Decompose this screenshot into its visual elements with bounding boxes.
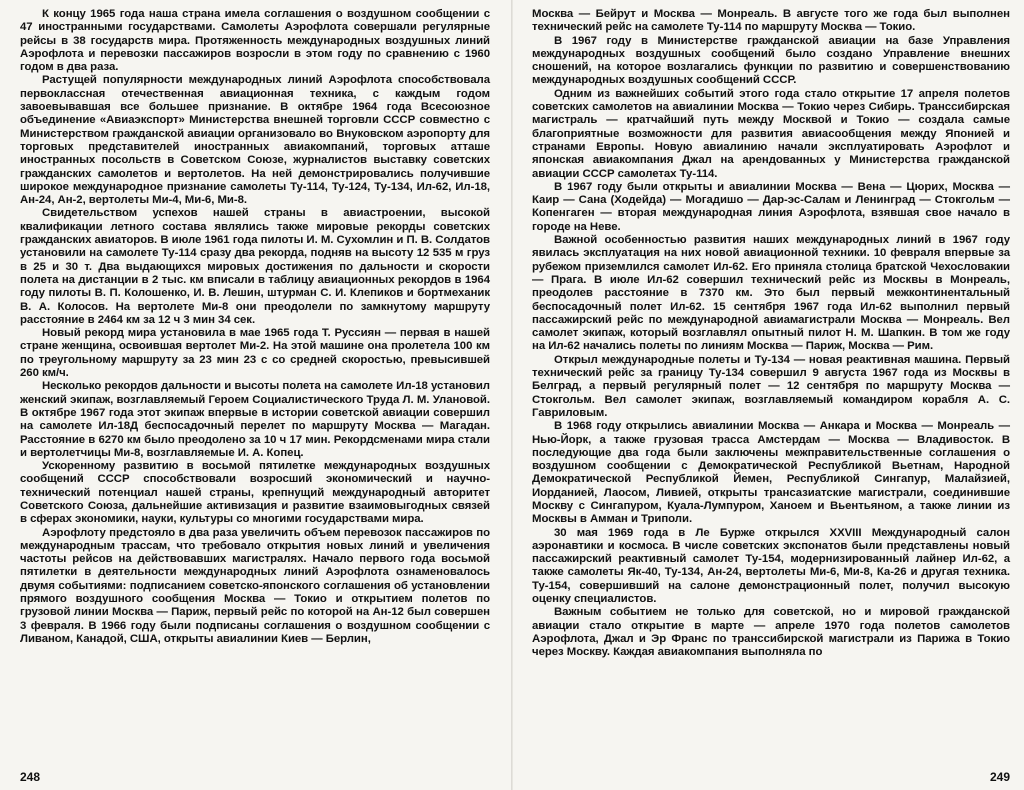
paragraph: Несколько рекордов дальности и высоты полета на самолете Ил-18 установил женский экипаж, возглавляемый Героем Социалистического Труда Л. М. Улановой. В октябре 1967 года этот экипаж впервые в истории советской авиации совершил на самолете Ил-18Д беспосадочный перелет по маршруту Москва — Магадан. Расстояние в 6270 км было преодолено за 10 ч 17 мин. Рекордсменами мира стали и вертолетчицы Ми-8, возглавляемые И. А. Копец. <box>20 380 490 459</box>
paragraph: Ускоренному развитию в восьмой пятилетке международных воздушных сообщений СССР способствовали возросший экономический и научно-технический потенциал нашей страны, крепнущий международный авторитет Советского Союза, дальнейшие активизация и развитие взаимовыгодных связей в сферах экономики, науки, культуры со многими государствами мира. <box>20 460 490 526</box>
paragraph: Свидетельством успехов нашей страны в авиастроении, высокой квалификации летного состава являлись также мировые рекорды советских гражданских авиаторов. В июле 1961 года пилоты И. М. Сухомлин и П. В. Солдатов установили на самолете Ту-114 сразу два рекорда, подняв на высоту 12 535 м груз в 25 и 30 т. Два выдающихся мировых достижения по дальности и скорости полета на дистанции в 2 тыс. км вписали в таблицу авиационных рекордов в 1964 году пилоты В. П. Колошенко, И. В. Лешин, штурман С. И. Клепиков и бортмеханик В. А. Колосов. На вертолете Ми-8 они преодолели по замкнутому маршруту расстояние в 2464 км за 12 ч 3 мин 34 сек. <box>20 207 490 326</box>
paragraph: Важным событием не только для советской, но и мировой гражданской авиации стало открытие в марте — апреле 1970 года полетов самолетов Аэрофлота, Джал и Эр Франс по транссибирской магистрали из Парижа в Токио через Москву. Каждая авиакомпания выполняла по <box>532 606 1010 659</box>
paragraph: Важной особенностью развития наших международных линий в 1967 году явилась эксплуатация на них новой авиационной техники. 10 февраля впервые за рубежом приземлился самолет Ил-62. Его приняла столица братской Чехословакии — Прага. В июле Ил-62 совершил технический рейс из Москвы в Монреаль, преодолев расстояние в 7370 км. Это был первый межконтинентальный беспосадочный полет Ил-62. 15 сентября 1967 года Ил-62 выполнил первый пассажирский рейс по международной авиамагистрали Москва — Монреаль. Вел самолет экипаж, который возглавлял опытный пилот Н. М. Шапкин. В том же году на Ил-62 начались полеты по линиям Москва — Париж, Москва — Рим. <box>532 234 1010 353</box>
paragraph: Аэрофлоту предстояло в два раза увеличить объем перевозок пассажиров по международным трассам, что требовало открытия новых линий и увеличения частоты рейсов на действовавших магистралях. Начало первого года восьмой пятилетки в деятельности международных линий Аэрофлота ознаменовалось двумя событиями: подписанием советско-японского соглашения об установлении прямого воздушного сообщения Москва — Токио и открытием полетов по грузовой линии Москва — Париж, первый рейс по которой на Ан-12 был совершен 3 февраля. В 1966 году были подписаны соглашения о воздушном сообщении с Ливаном, Канадой, США, открыты авиалинии Киев — Берлин, <box>20 526 490 645</box>
paragraph: В 1967 году были открыты и авиалинии Москва — Вена — Цюрих, Москва — Каир — Сана (Ходейда) — Могадишо — Дар-эс-Салам и Ленинград — Стокгольм — Копенгаген — вторая международная линия Аэрофлота, взявшая свое начало в городе на Неве. <box>532 180 1010 233</box>
paragraph: Открыл международные полеты и Ту-134 — новая реактивная машина. Первый технический рейс за границу Ту-134 совершил 9 августа 1967 года из Москвы в Белград, а первый регулярный полет — 12 сентября по маршруту Москва — Стокгольм. Вел самолет экипаж, возглавляемый командиром корабля А. С. Гавриловым. <box>532 353 1010 419</box>
page-number: 248 <box>20 770 41 784</box>
paragraph: К концу 1965 года наша страна имела соглашения о воздушном сообщении с 47 иностранными государствами. Самолеты Аэрофлота совершали регулярные рейсы в 38 государств мира. Протяженность международных воздушных линий Аэрофлота и перевозки пассажиров возросли в этом году по сравнению с 1960 годом в два раза. <box>20 8 490 74</box>
page-number: 249 <box>989 770 1010 784</box>
right-page-text <box>532 8 1010 660</box>
paragraph: 30 мая 1969 года в Ле Бурже открылся XXVIII Международный салон аэронавтики и космоса. В числе советских экспонатов были представлены новый пассажирский реактивный самолет Ту-154, модернизированный лайнер Ил-62, а также самолеты Як-40, Ту-134, Ан-24, вертолеты Ми-6, Ми-8, Ка-26 и другая техника. Ту-154, совершивший на салоне демонстрационный полет, получил высокую оценку специалистов. <box>532 526 1010 606</box>
paragraph: Растущей популярности международных линий Аэрофлота способствовала первоклассная отечественная авиационная техника, с каждым годом завоевывавшая все большее признание. В октябре 1964 года Всесоюзное объединение «Авиаэкспорт» Министерства внешней торговли СССР совместно с Министерством гражданской авиации организовало во Внуковском аэропорту для торговых представителей иностранных авиакомпаний, торговых атташе иностранных посольств в Советском Союзе, журналистов выставку советских гражданских самолетов и вертолетов. На ней демонстрировались получившие широкое международное признание самолеты Ту-114, Ту-124, Ту-134, Ил-62, Ил-18, Ан-24, Ан-2, вертолеты Ми-4, Ми-6, Ми-8. <box>20 74 490 207</box>
paragraph: Новый рекорд мира установила в мае 1965 года Т. Руссиян — первая в нашей стране женщина, освоившая вертолет Ми-2. На этой машине она пролетела 100 км по треугольному маршруту за 23 мин 23 с со средней скоростью, превысившей 260 км/ч. <box>20 327 490 380</box>
paragraph: В 1968 году открылись авиалинии Москва — Анкара и Москва — Монреаль — Нью-Йорк, а также грузовая трасса Амстердам — Москва — Владивосток. В последующие два года были заключены межправительственные соглашения о воздушном сообщении с Демократической Республикой Вьетнам, Народной Демократической Республикой Йемен, Республикой Сингапур, Малайзией, Иорданией, Лаосом, Ливией, открыты трансазиатские магистрали, соединившие Москву с Сингапуром, Куала-Лумпуром, Ханоем и Вьентьяном, а также линии из Москвы в Амман и Триполи. <box>532 420 1010 526</box>
left-page-text <box>20 8 490 646</box>
right-page <box>512 0 1024 790</box>
paragraph: Одним из важнейших событий этого года стало открытие 17 апреля полетов советских самолетов на авиалинии Москва — Токио через Сибирь. Транссибирская магистраль — кратчайший путь между Москвой и Токио — создала самые благоприятные возможности для развития авиасообщения между Японией и странами Европы. Новую авиалинию начали эксплуатировать Аэрофлот и японская авиакомпания Джал на арендованных у Министерства гражданской авиации СССР самолетах Ту-114. <box>532 87 1010 180</box>
paragraph: В 1967 году в Министерстве гражданской авиации на базе Управления международных воздушных сообщений было создано Управление внешних сношений, на которое возлагались функции по развитию и совершенствованию международных воздушных сообщений СССР. <box>532 34 1010 87</box>
paragraph-continuation: Москва — Бейрут и Москва — Монреаль. В августе того же года был выполнен технический рейс на самолете Ту-114 по маршруту Москва — Токио. <box>532 8 1010 34</box>
